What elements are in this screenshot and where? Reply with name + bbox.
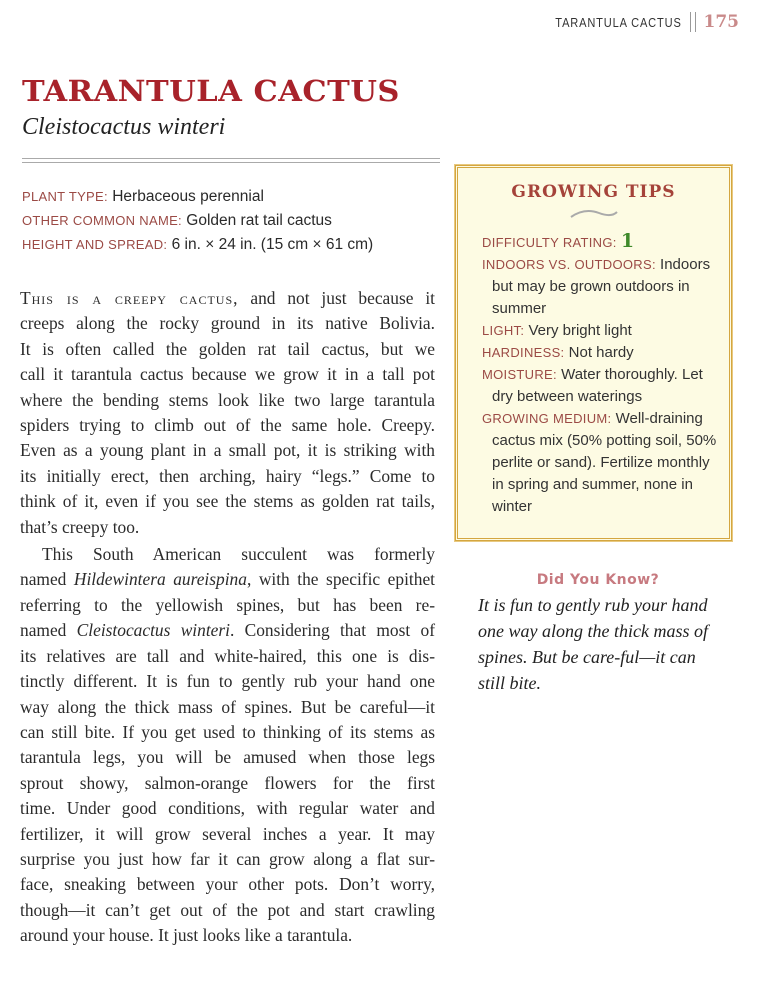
text-segment: think of it, even if you see the stems as golden rat tails, [20, 491, 435, 512]
text-segment: named [20, 569, 74, 590]
fact-label: HEIGHT AND SPREAD: [22, 237, 168, 252]
running-head-divider [690, 12, 696, 32]
text-segment: This South American succulent was formerly [42, 544, 435, 565]
growing-tips-box [455, 165, 732, 541]
growing-tips-heading: GROWING TIPS [511, 182, 676, 202]
body-paragraph [20, 542, 435, 949]
text-segment: can still bite. If you get used to thinking of its stems as [20, 721, 435, 742]
italic-text: Hildewintera aureispina [73, 569, 247, 590]
tip-value: Well-draining cactus mix (50% potting soil, 50% perlite or sand). Fertilize monthly in spring and summer, none in winter [492, 410, 717, 515]
tip-moisture [482, 364, 722, 408]
fact-height-spread [22, 233, 373, 257]
text-segment: , with the specific epithet [246, 569, 435, 590]
text-line [20, 796, 435, 821]
tip-label: INDOORS VS. OUTDOORS: [482, 257, 656, 272]
scientific-name: Cleistocactus winteri [22, 114, 226, 140]
text-segment: It is often called the golden rat tail cactus, but we [20, 338, 435, 359]
tip-value: Indoors but may be grown outdoors in summer [492, 256, 711, 317]
tip-label: GROWING MEDIUM: [482, 411, 612, 426]
text-line [20, 822, 435, 847]
text-line [20, 593, 435, 618]
text-segment: where the bending stems look like two large tarantula [20, 389, 435, 410]
text-segment: face, sneaking between your other pots. Don’t worry, [20, 874, 435, 895]
text-line [20, 771, 435, 796]
fact-plant-type [22, 185, 373, 209]
fact-label: OTHER COMMON NAME: [22, 213, 182, 228]
text-line [20, 567, 435, 592]
tip-difficulty [482, 230, 722, 254]
text-line [20, 898, 435, 923]
text-line [20, 695, 435, 720]
text-segment: creeps along the rocky ground in its native Bolivia. [20, 313, 435, 334]
text-line [20, 515, 435, 540]
fact-value: Golden rat tail cactus [186, 212, 332, 229]
running-head-title: TARANTULA CACTUS [555, 14, 682, 30]
body-paragraph [20, 286, 435, 540]
body-text [20, 286, 435, 949]
text-line [20, 542, 435, 567]
tip-hardiness [482, 342, 722, 364]
fact-value: Herbaceous perennial [112, 188, 264, 205]
text-line [20, 388, 435, 413]
text-segment: fertilizer, it will grow several inches a year. It may [20, 823, 435, 844]
tip-value: Not hardy [568, 344, 634, 361]
page-number: 175 [703, 12, 739, 32]
text-line [20, 644, 435, 669]
tip-label: DIFFICULTY RATING: [482, 235, 617, 250]
text-line [20, 745, 435, 770]
tip-indoors-outdoors [482, 254, 722, 320]
italic-text: Cleistocactus winteri [76, 620, 230, 641]
text-segment: tarantula legs, you will be amused when those legs [20, 747, 435, 768]
swash-ornament-icon [569, 208, 619, 220]
text-line [20, 923, 435, 948]
title-divider [22, 158, 440, 163]
did-you-know-sidebar [478, 572, 718, 696]
text-line [20, 720, 435, 745]
text-line [20, 464, 435, 489]
tip-light [482, 320, 722, 342]
fact-label: PLANT TYPE: [22, 189, 108, 204]
text-line [20, 337, 435, 362]
text-segment: and not just because it [238, 288, 435, 308]
did-you-know-text: It is fun to gently rub your hand one way along the thick mass of spines. But be care-ful—it can still bite. [478, 595, 708, 693]
text-segment: its relatives are tall and white-haired, this one is dis- [20, 645, 435, 666]
text-line [20, 362, 435, 387]
tip-label: HARDINESS: [482, 345, 565, 360]
text-segment: referring to the yellowish spines, but has been re- [20, 594, 435, 615]
text-segment: around your house. It just looks like a tarantula. [20, 925, 353, 946]
tip-label: LIGHT: [482, 323, 525, 338]
text-line [20, 413, 435, 438]
text-segment: . Considering that most of [229, 620, 435, 641]
text-segment: its initially erect, then arching, hairy “legs.” Come to [20, 465, 435, 486]
text-segment: tinctly different. It is fun to gently rub your hand one [20, 671, 435, 692]
text-line [20, 286, 435, 311]
fact-value: 6 in. × 24 in. (15 cm × 61 cm) [171, 236, 374, 253]
text-line [20, 311, 435, 336]
page-title: TARANTULA CACTUS [22, 74, 400, 108]
plant-facts [22, 185, 373, 257]
tip-growing-medium [482, 408, 722, 518]
tip-label: MOISTURE: [482, 367, 557, 382]
text-segment: sprout showy, salmon-orange flowers for the first [20, 772, 435, 793]
difficulty-rating: 1 [620, 230, 635, 252]
text-segment: time. Under good conditions, with regular water and [20, 798, 435, 819]
text-segment: spiders trying to climb out of the same hole. Creepy. [20, 415, 435, 436]
text-segment: surprise you just how far it can grow along a flat sur- [20, 848, 435, 869]
text-line [20, 847, 435, 872]
text-segment: call it tarantula cactus because we grow it in a tall pot [20, 364, 435, 385]
text-line [20, 489, 435, 514]
text-segment: named [20, 620, 77, 641]
did-you-know-heading: Did You Know? [536, 572, 660, 588]
text-segment: though—it can’t get out of the pot and start crawling [20, 899, 435, 920]
text-line [20, 618, 435, 643]
text-segment: that’s creepy too. [20, 516, 140, 537]
text-line [20, 669, 435, 694]
text-segment: Even as a young plant in a small pot, it is striking with [20, 440, 435, 461]
text-segment: way along the thick mass of spines. But be careful—it [20, 696, 435, 717]
fact-other-name [22, 209, 373, 233]
text-line [20, 438, 435, 463]
text-line [20, 872, 435, 897]
running-head [533, 12, 739, 32]
tip-value: Water thoroughly. Let dry between waterings [492, 366, 703, 405]
small-caps-lead: This is a creepy cactus, [20, 288, 239, 308]
tip-value: Very bright light [528, 322, 632, 339]
